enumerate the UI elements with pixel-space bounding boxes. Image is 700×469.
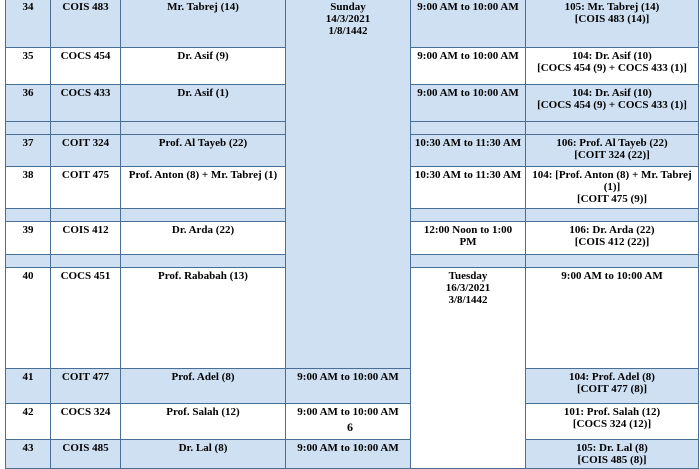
row-number: 39 xyxy=(6,222,51,255)
course-code: COIS 412 xyxy=(51,222,121,255)
room-assignment xyxy=(526,369,699,404)
room-label: 101: Prof. Salah (12) xyxy=(563,406,661,418)
exam-time: 10:30 AM to 11:30 AM xyxy=(411,135,526,167)
room-assignment xyxy=(526,440,699,469)
row-number: 34 xyxy=(6,0,51,48)
table-row xyxy=(6,369,699,404)
exam-time: 9:00 AM to 10:00 AM xyxy=(411,0,526,48)
instructor: Dr. Arda (22) xyxy=(121,222,286,255)
course-code: COIS 483 xyxy=(51,0,121,48)
day-name: Tuesday xyxy=(448,270,488,282)
room-label: 104: [Prof. Anton (8) + Mr. Tabrej (1)] xyxy=(532,169,692,193)
room-detail: [COCS 454 (9) + COCS 433 (1)] xyxy=(537,99,687,111)
room-assignment xyxy=(526,0,699,48)
row-number: 40 xyxy=(6,268,51,369)
row-number: 42 xyxy=(6,404,51,440)
room-detail: [COCS 454 (9) + COCS 433 (1)] xyxy=(537,62,687,74)
room-label: 104: Prof. Adel (8) xyxy=(569,371,655,383)
course-code: COCS 454 xyxy=(51,48,121,85)
row-number: 43 xyxy=(6,440,51,469)
instructor: Prof. Anton (8) + Mr. Tabrej (1) xyxy=(121,167,286,209)
course-code: COIS 485 xyxy=(51,440,121,469)
day-name: Sunday xyxy=(330,1,366,13)
course-code: COCS 433 xyxy=(51,85,121,122)
row-number: 35 xyxy=(6,48,51,85)
row-number: 36 xyxy=(6,85,51,122)
gregorian-date: 14/3/2021 xyxy=(325,13,371,25)
room-detail: [COIS 483 (14)] xyxy=(574,13,650,25)
day-cell-tuesday xyxy=(411,268,526,469)
instructor: Prof. Salah (12) xyxy=(121,404,286,440)
exam-time: 9:00 AM to 10:00 AM xyxy=(411,48,526,85)
exam-time: 12:00 Noon to 1:00 PM xyxy=(411,222,526,255)
room-detail: [COIT 324 (22)] xyxy=(574,149,650,161)
exam-time: 9:00 AM to 10:00 AM xyxy=(286,440,411,469)
room-assignment xyxy=(526,167,699,209)
room-label: 106: Dr. Arda (22) xyxy=(569,224,655,236)
gregorian-date: 16/3/2021 xyxy=(445,282,491,294)
row-number: 37 xyxy=(6,135,51,167)
instructor: Dr. Lal (8) xyxy=(121,440,286,469)
room-assignment xyxy=(526,135,699,167)
table-row xyxy=(6,440,699,469)
exam-time: 10:30 AM to 11:30 AM xyxy=(411,167,526,209)
instructor: Prof. Adel (8) xyxy=(121,369,286,404)
exam-time: 9:00 AM to 10:00 AM xyxy=(526,268,699,369)
course-code: COCS 324 xyxy=(51,404,121,440)
room-label: 104: Dr. Asif (10) xyxy=(572,50,652,62)
course-code: COCS 451 xyxy=(51,268,121,369)
exam-time: 9:00 AM to 10:00 AM xyxy=(411,85,526,122)
room-label: 104: Dr. Asif (10) xyxy=(572,87,652,99)
room-label: 106: Prof. Al Tayeb (22) xyxy=(556,137,668,149)
room-label: 105: Dr. Lal (8) xyxy=(576,442,648,454)
row-number: 38 xyxy=(6,167,51,209)
room-detail: [COCS 324 (12)] xyxy=(572,418,652,430)
row-number: 41 xyxy=(6,369,51,404)
exam-time: 9:00 AM to 10:00 AM xyxy=(286,369,411,404)
course-code: COIT 475 xyxy=(51,167,121,209)
instructor: Dr. Asif (9) xyxy=(121,48,286,85)
page-number: 6 xyxy=(347,420,353,434)
exam-time: 9:00 AM to 10:00 AM xyxy=(286,404,411,440)
hijri-date: 1/8/1442 xyxy=(328,25,368,37)
exam-schedule-table xyxy=(5,0,699,469)
instructor: Mr. Tabrej (14) xyxy=(121,0,286,48)
day-cell-sunday xyxy=(286,0,411,369)
instructor: Prof. Rababah (13) xyxy=(121,268,286,369)
room-detail: [COIS 485 (8)] xyxy=(577,454,647,466)
room-detail: [COIS 412 (22)] xyxy=(574,236,650,248)
hijri-date: 3/8/1442 xyxy=(448,294,488,306)
instructor: Prof. Al Tayeb (22) xyxy=(121,135,286,167)
room-assignment xyxy=(526,222,699,255)
course-code: COIT 324 xyxy=(51,135,121,167)
room-assignment xyxy=(526,85,699,122)
room-label: 105: Mr. Tabrej (14) xyxy=(564,1,660,13)
course-code: COIT 477 xyxy=(51,369,121,404)
room-assignment xyxy=(526,48,699,85)
instructor: Dr. Asif (1) xyxy=(121,85,286,122)
table-row xyxy=(6,0,699,48)
room-detail: [COIT 475 (9)] xyxy=(576,193,648,205)
room-detail: [COIT 477 (8)] xyxy=(576,383,648,395)
